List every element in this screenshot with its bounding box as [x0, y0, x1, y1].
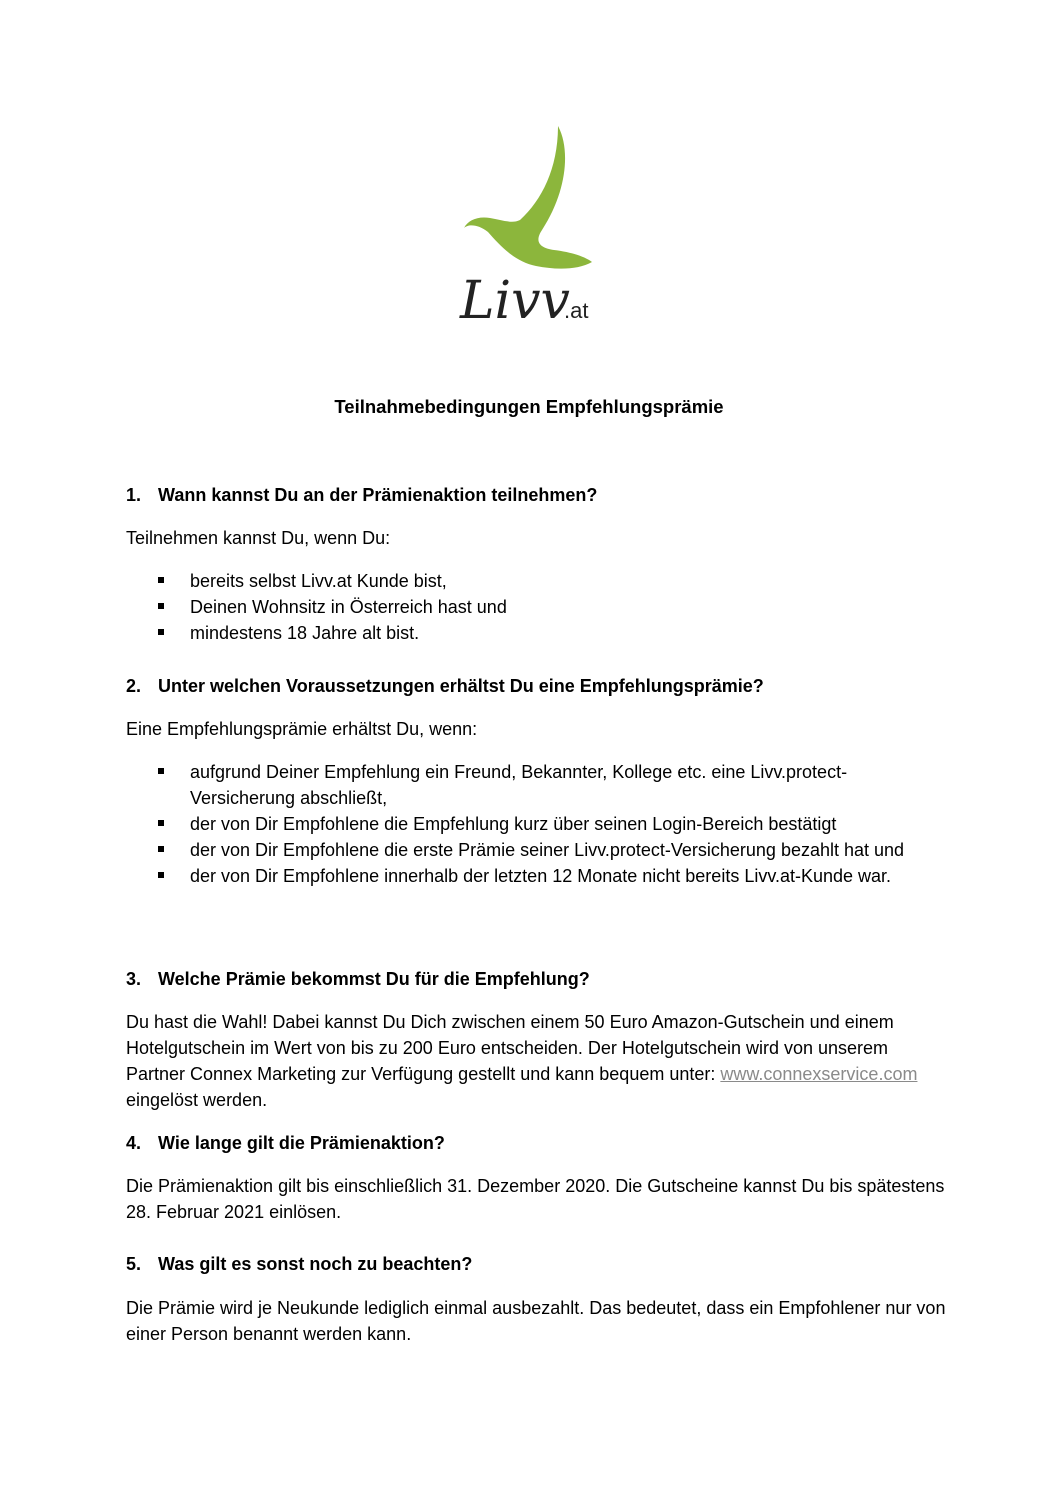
section-5-text: Die Prämie wird je Neukunde lediglich einmal ausbezahlt. Das bedeutet, dass ein Empfohlener nur von einer Person benannt werden kann.: [126, 1298, 946, 1344]
section-3-heading: 3. Welche Prämie bekommst Du für die Empfehlung?: [126, 969, 590, 989]
list-item: bereits selbst Livv.at Kunde bist,: [126, 568, 946, 594]
bird-icon: [464, 126, 592, 269]
svg-text:Livv: Livv: [460, 271, 570, 331]
document-title: Teilnahmebedingungen Empfehlungsprämie: [334, 396, 724, 417]
list-item: der von Dir Empfohlene die Empfehlung kurz über seinen Login-Bereich bestätigt: [126, 811, 946, 837]
section-1-heading: 1. Wann kannst Du an der Prämienaktion teilnehmen?: [126, 485, 598, 505]
svg-text:.at: .at: [564, 298, 589, 323]
section-4-heading: 4. Wie lange gilt die Prämienaktion?: [126, 1133, 445, 1153]
section-1-intro: Teilnehmen kannst Du, wenn Du:: [126, 528, 391, 548]
section-1-list: [126, 568, 946, 646]
section-2-heading: 2. Unter welchen Voraussetzungen erhältst Du eine Empfehlungsprämie?: [126, 676, 764, 696]
list-item: Deinen Wohnsitz in Österreich hast und: [126, 594, 946, 620]
section-3-text: Du hast die Wahl! Dabei kannst Du Dich zwischen einem 50 Euro Amazon-Gutschein und einem Hotelgutschein im Wert von bis zu 200 Euro entscheiden. Der Hotelgutschein wird von unserem Partner Connex Marketing zur Verfügung gestellt und kann bequem unter: www.connexservice.com eingelöst werden.: [126, 1012, 918, 1110]
connexservice-link[interactable]: www.connexservice.com: [720, 1064, 918, 1084]
section-5-heading: 5. Was gilt es sonst noch zu beachten?: [126, 1254, 473, 1274]
list-item: mindestens 18 Jahre alt bist.: [126, 620, 946, 646]
section-2-intro: Eine Empfehlungsprämie erhältst Du, wenn:: [126, 719, 478, 739]
list-item: der von Dir Empfohlene innerhalb der letzten 12 Monate nicht bereits Livv.at-Kunde war.: [126, 863, 946, 889]
livv-logo: [458, 120, 608, 335]
section-2-list: [126, 759, 946, 889]
section-4-text: Die Prämienaktion gilt bis einschließlich 31. Dezember 2020. Die Gutscheine kannst Du bis spätestens 28. Februar 2021 einlösen.: [126, 1176, 945, 1222]
list-item: aufgrund Deiner Empfehlung ein Freund, Bekannter, Kollege etc. eine Livv.protect-Versicherung abschließt,: [126, 759, 946, 811]
list-item: der von Dir Empfohlene die erste Prämie seiner Livv.protect-Versicherung bezahlt hat und: [126, 837, 946, 863]
